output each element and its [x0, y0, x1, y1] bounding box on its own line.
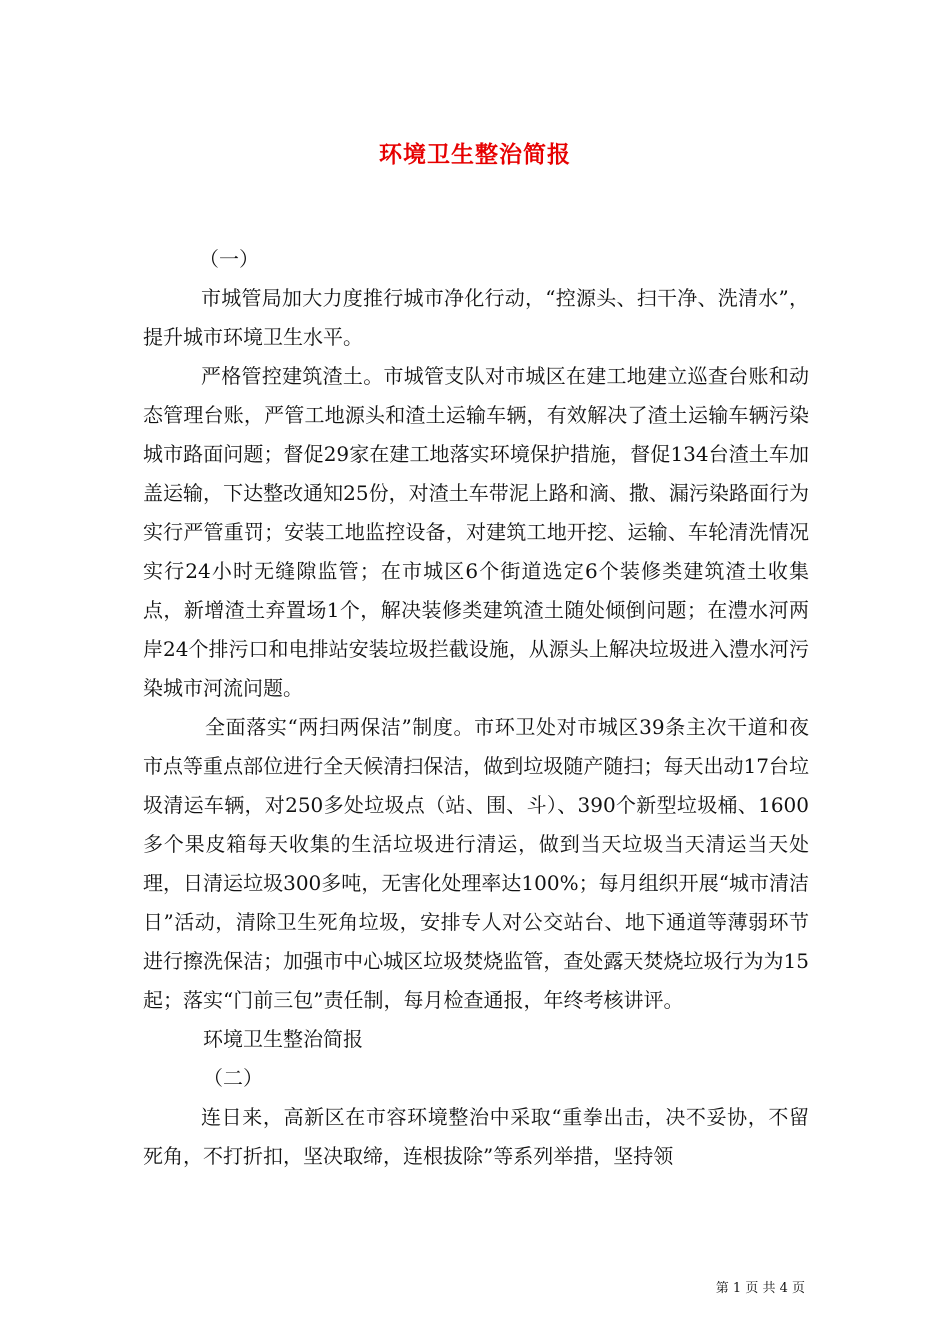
- section-heading-1: （一）: [199, 247, 259, 271]
- paragraph-sanitation: 全面落实“两扫两保洁”制度。市环卫处对市城区39条主次干道和夜市点等重点部位进行全天候清扫保洁，做到垃圾随产随扫；每天出动17台垃圾清运车辆，对250多处垃圾点（站、围、斗）、390个新型垃圾桶、1600多个果皮箱每天收集的生活垃圾进行清运，做到当天垃圾当天清运当天处理，日清运垃圾300多吨，无害化处理率达100%；每月组织开展“城市清洁日”活动，清除卫生死角垃圾，安排专人对公交站台、地下通道等薄弱环节进行擦洗保洁；加强市中心城区垃圾焚烧监管，查处露天焚烧垃圾行为为15起；落实“门前三包”责任制，每月检查通报，年终考核讲评。: [143, 715, 809, 1012]
- repeated-title: 环境卫生整治简报: [203, 1027, 363, 1051]
- paragraph-high-tech-zone: 连日来，高新区在市容环境整治中采取“重拳出击，决不妥协，不留死角，不打折扣，坚决取缔，连根拔除”等系列举措，坚持领: [143, 1105, 809, 1168]
- page-number: 第 1 页 共 4 页: [715, 1281, 805, 1296]
- section-heading-2: （二）: [203, 1066, 263, 1090]
- document-title: 环境卫生整治简报: [379, 141, 571, 168]
- paragraph-intro: 市城管局加大力度推行城市净化行动，“控源头、扫干净、洗清水”，提升城市环境卫生水平。: [143, 286, 809, 349]
- document-body: [143, 240, 809, 1176]
- paragraph-construction-waste: 严格管控建筑渣土。市城管支队对市城区在建工地建立巡查台账和动态管理台账，严管工地源头和渣土运输车辆，有效解决了渣土运输车辆污染城市路面问题；督促29家在建工地落实环境保护措施，督促134台渣土车加盖运输，下达整改通知25份，对渣土车带泥上路和滴、撒、漏污染路面行为实行严管重罚；安装工地监控设备，对建筑工地开挖、运输、车轮清洗情况实行24小时无缝隙监管；在市城区6个街道选定6个装修类建筑渣土收集点，新增渣土弃置场1个，解决装修类建筑渣土随处倾倒问题；在澧水河两岸24个排污口和电排站安装垃圾拦截设施，从源头上解决垃圾进入澧水河污染城市河流问题。: [143, 364, 809, 700]
